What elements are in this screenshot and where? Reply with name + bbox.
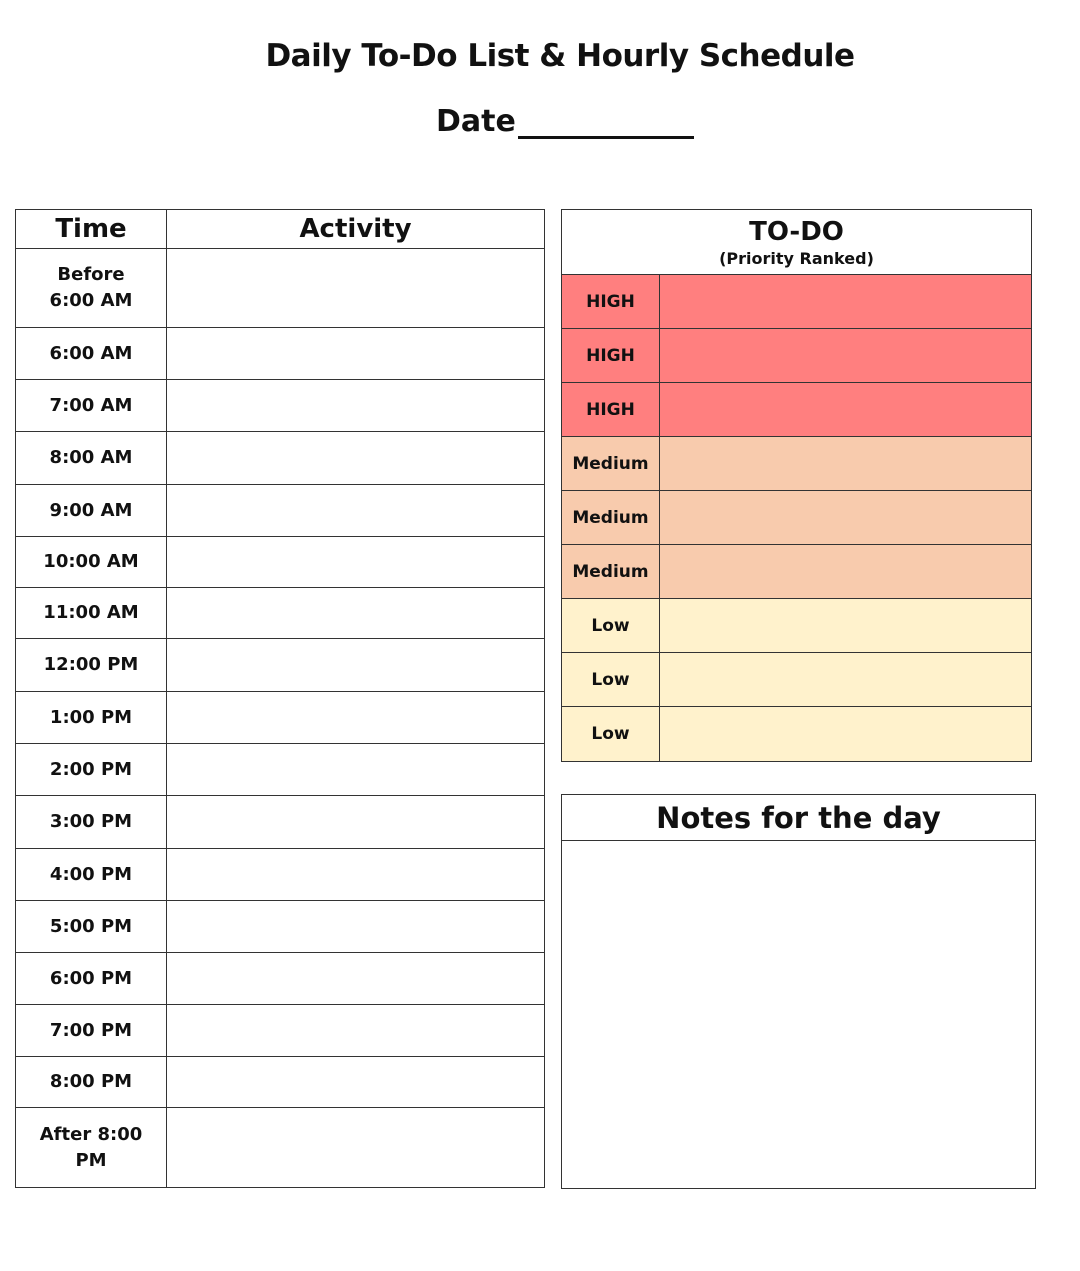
time-slot-label: 2:00 PM — [16, 744, 167, 796]
todo-task-cell[interactable] — [660, 383, 1031, 436]
notes-area[interactable] — [562, 841, 1035, 1186]
schedule-row — [16, 537, 545, 588]
todo-row — [562, 545, 1031, 599]
todo-task-cell[interactable] — [660, 437, 1031, 490]
activity-cell[interactable] — [167, 537, 545, 588]
activity-cell[interactable] — [167, 328, 545, 380]
activity-cell[interactable] — [167, 588, 545, 639]
todo-header — [562, 210, 1031, 275]
todo-list — [561, 209, 1032, 762]
time-slot-label: 9:00 AM — [16, 485, 167, 537]
priority-label: Medium — [562, 491, 660, 544]
activity-cell[interactable] — [167, 249, 545, 328]
todo-task-cell[interactable] — [660, 653, 1031, 706]
time-slot-label: Before 6:00 AM — [16, 249, 167, 328]
activity-cell[interactable] — [167, 1108, 545, 1188]
schedule-row — [16, 1108, 545, 1188]
todo-task-cell[interactable] — [660, 707, 1031, 761]
notes-box — [561, 794, 1036, 1189]
time-slot-label: 4:00 PM — [16, 849, 167, 901]
time-slot-label: 10:00 AM — [16, 537, 167, 588]
time-slot-label: 3:00 PM — [16, 796, 167, 849]
time-slot-label: After 8:00 PM — [16, 1108, 167, 1188]
date-label: Date — [436, 104, 516, 139]
todo-row — [562, 383, 1031, 437]
todo-task-cell[interactable] — [660, 275, 1031, 328]
todo-row — [562, 329, 1031, 383]
activity-cell[interactable] — [167, 953, 545, 1005]
activity-cell[interactable] — [167, 485, 545, 537]
priority-label: HIGH — [562, 383, 660, 436]
schedule-header-row — [16, 210, 545, 249]
page-title: Daily To-Do List & Hourly Schedule — [265, 38, 855, 74]
time-slot-label: 7:00 AM — [16, 380, 167, 432]
schedule-row — [16, 1057, 545, 1108]
todo-row — [562, 437, 1031, 491]
schedule-row — [16, 432, 545, 485]
schedule-row — [16, 380, 545, 432]
todo-row — [562, 491, 1031, 545]
time-slot-label: 1:00 PM — [16, 692, 167, 744]
priority-label: Low — [562, 599, 660, 652]
priority-label: Medium — [562, 437, 660, 490]
priority-label: Medium — [562, 545, 660, 598]
activity-cell[interactable] — [167, 901, 545, 953]
date-input-line[interactable] — [518, 106, 694, 139]
schedule-row — [16, 639, 545, 692]
priority-label: Low — [562, 707, 660, 761]
time-slot-label: 8:00 AM — [16, 432, 167, 485]
notes-title: Notes for the day — [562, 795, 1035, 841]
activity-cell[interactable] — [167, 1005, 545, 1057]
schedule-row — [16, 588, 545, 639]
todo-task-cell[interactable] — [660, 545, 1031, 598]
activity-column-header: Activity — [167, 210, 545, 249]
hourly-schedule-table — [15, 209, 545, 1188]
activity-cell[interactable] — [167, 796, 545, 849]
todo-row — [562, 707, 1031, 761]
schedule-row — [16, 249, 545, 328]
time-slot-label: 7:00 PM — [16, 1005, 167, 1057]
schedule-row — [16, 744, 545, 796]
todo-title: TO-DO — [749, 217, 844, 247]
todo-row — [562, 275, 1031, 329]
time-slot-label: 11:00 AM — [16, 588, 167, 639]
schedule-row — [16, 1005, 545, 1057]
schedule-row — [16, 796, 545, 849]
schedule-row — [16, 953, 545, 1005]
activity-cell[interactable] — [167, 1057, 545, 1108]
schedule-row — [16, 901, 545, 953]
todo-task-cell[interactable] — [660, 329, 1031, 382]
todo-subtitle: (Priority Ranked) — [719, 249, 874, 268]
time-slot-label: 6:00 PM — [16, 953, 167, 1005]
priority-label: Low — [562, 653, 660, 706]
schedule-row — [16, 849, 545, 901]
todo-task-cell[interactable] — [660, 599, 1031, 652]
activity-cell[interactable] — [167, 744, 545, 796]
activity-cell[interactable] — [167, 849, 545, 901]
schedule-row — [16, 485, 545, 537]
time-column-header: Time — [16, 210, 167, 249]
time-slot-label: 12:00 PM — [16, 639, 167, 692]
activity-cell[interactable] — [167, 639, 545, 692]
time-slot-label: 5:00 PM — [16, 901, 167, 953]
schedule-row — [16, 692, 545, 744]
time-slot-label: 6:00 AM — [16, 328, 167, 380]
schedule-row — [16, 328, 545, 380]
activity-cell[interactable] — [167, 692, 545, 744]
activity-cell[interactable] — [167, 380, 545, 432]
todo-row — [562, 599, 1031, 653]
time-slot-label: 8:00 PM — [16, 1057, 167, 1108]
date-field — [436, 104, 694, 139]
todo-task-cell[interactable] — [660, 491, 1031, 544]
priority-label: HIGH — [562, 275, 660, 328]
todo-row — [562, 653, 1031, 707]
activity-cell[interactable] — [167, 432, 545, 485]
priority-label: HIGH — [562, 329, 660, 382]
